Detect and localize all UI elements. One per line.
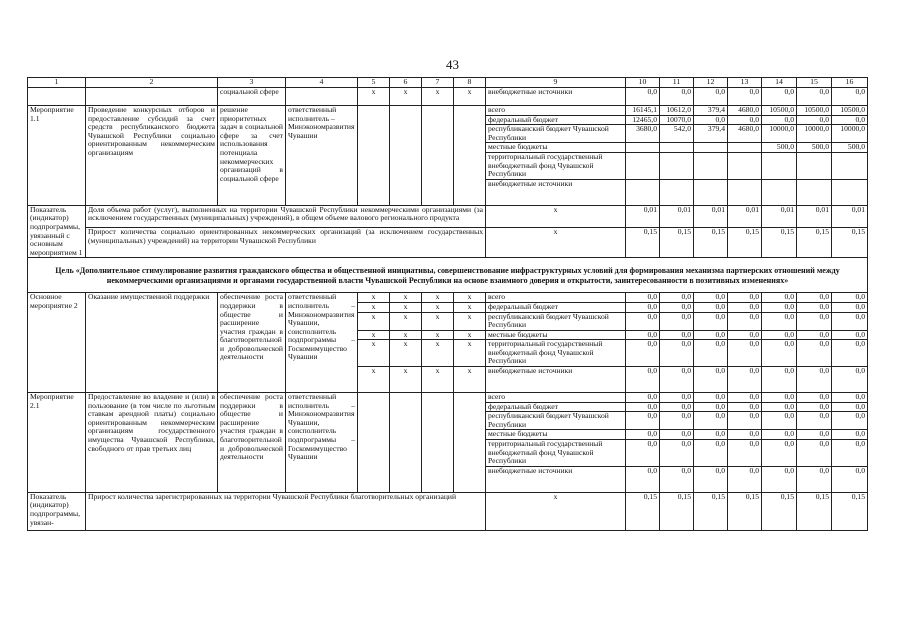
table-row: Мероприятие 1.1 Проведение конкурсных отборов и предоставление субсидий за счет средств республиканского бюджета Чувашской Республики социально ориентированным некоммерческим организациям решение приоритетных задач в социальной сфере за счет использования потенциала некоммерческих организаций в социальной сфере ответственный исполнитель – Минэкономразвития Чувашии всего 16145,1 10612,0 379,4 4680,0 10500,0 10500,0 10500,0 [28, 106, 868, 116]
source-cell: местные бюджеты [486, 330, 626, 340]
source-cell: федеральный бюджет [486, 302, 626, 312]
goal-cell: обеспечение роста поддержки в обществе и расширение участия граждан в благотворительной и добровольческой деятельности [218, 393, 286, 493]
table-row: внебюджетные источники 0,0 0,0 0,0 0,0 0,0 0,0 0,0 [28, 466, 868, 492]
source-cell: федеральный бюджет [486, 115, 626, 125]
col-header: 10 [626, 78, 660, 88]
col-header: 16 [832, 78, 868, 88]
table-row: x x x x местные бюджеты 0,0 0,0 0,0 0,0 0,0 0,0 0,0 [28, 330, 868, 340]
goal-heading: Цель «Дополнительное стимулирование развития гражданского общества и общественной инициативы, совершенствование инфраструктурных условий для формирования механизма партнерских отношений между некоммерческими организациями и органами государственной власти Чувашской Республики на основе взаимного доверия и открытости, заинтересованности в позитивных изменениях» [28, 258, 868, 293]
responsible-cell: ответственный исполнитель – Минэкономразвития Чувашии [286, 106, 358, 206]
col-header: 9 [486, 78, 626, 88]
col-header: 11 [660, 78, 694, 88]
col-header: 1 [28, 78, 86, 88]
indicator-text: Доля объема работ (услуг), выполненных на территории Чувашской Республики некоммерческими организациями (за исключением государственных (муниципальных) учреждений), в общем объеме валового регионального продукта [86, 205, 486, 228]
col-header: 8 [454, 78, 486, 88]
activity-label: Основное мероприятие 2 [28, 293, 86, 393]
page-number: 43 [446, 57, 459, 72]
source-cell: республиканский бюджет Чувашской Республики [486, 125, 626, 143]
col-header: 12 [694, 78, 728, 88]
source-cell: местные бюджеты [486, 430, 626, 440]
responsible-cell: ответственный исполнитель – Минэкономразвития Чувашии, соисполнитель подпрограммы – Госкомимущество Чувашии [286, 293, 358, 393]
source-cell: территориальный государственный внебюджетный фонд Чувашской Республики [486, 440, 626, 467]
source-cell: внебюджетные источники [486, 466, 626, 492]
activity-description: Оказание имущественной поддержки [86, 293, 218, 393]
activity-description: Проведение конкурсных отборов и предоставление субсидий за счет средств республиканского бюджета Чувашской Республики социально ориентированным некоммерческим организациям [86, 106, 218, 206]
col-header: 14 [762, 78, 797, 88]
source-cell: территориальный государственный внебюджетный фонд Чувашской Республики [486, 340, 626, 367]
goal-cell: решение приоритетных задач в социальной сфере за счет использования потенциала некоммерческих организаций в социальной сфере [218, 106, 286, 206]
source-cell: внебюджетные источники [486, 367, 626, 393]
table-row: Мероприятие 2.1 Предоставление во владение и (или) в пользование (в том числе по льготным ставкам арендной платы) социально ориентированным некоммерческим организациям государственного имущества Чувашской Республики, свободного от прав третьих лиц обеспечение роста поддержки в обществе и расширение участия граждан в благотворительной и добровольческой деятельности ответственный исполнитель – Минэкономразвития Чувашии, соисполнитель подпрограммы – Госкомимущество Чувашии всего 0,0 0,0 0,0 0,0 0,0 0,0 0,0 [28, 393, 868, 403]
col-header: 7 [422, 78, 454, 88]
source-cell: республиканский бюджет Чувашской Республики [486, 412, 626, 430]
table-row: местные бюджеты 500,0 500,0 500,0 [28, 143, 868, 153]
activity-label: Мероприятие 1.1 [28, 106, 86, 206]
goal-cell: социальной сфере [218, 88, 286, 106]
table-row: x x x x федеральный бюджет 0,0 0,0 0,0 0,0 0,0 0,0 0,0 [28, 302, 868, 312]
indicator-text: Прирост количества зарегистрированных на территории Чувашской Республики благотворительных организаций [86, 492, 486, 530]
table-row: республиканский бюджет Чувашской Республики 3680,0 542,0 379,4 4680,0 10000,0 10000,0 10000,0 [28, 125, 868, 143]
activity-description: Предоставление во владение и (или) в пользование (в том числе по льготным ставкам арендной платы) социально ориентированным некоммерческим организациям государственного имущества Чувашской Республики, свободного от прав третьих лиц [86, 393, 218, 493]
column-number-row [28, 78, 868, 88]
col-header: 15 [797, 78, 832, 88]
table-row: федеральный бюджет 0,0 0,0 0,0 0,0 0,0 0,0 0,0 [28, 402, 868, 412]
table-row: федеральный бюджет 12465,0 10070,0 0,0 0,0 0,0 0,0 0,0 [28, 115, 868, 125]
table-row: социальной сфере x x x x внебюджетные источники 0,0 0,0 0,0 0,0 0,0 0,0 0,0 [28, 88, 868, 106]
source-cell: территориальный государственный внебюджетный фонд Чувашской Республики [486, 152, 626, 179]
col-header: 2 [86, 78, 218, 88]
source-cell: всего [486, 293, 626, 303]
table-row: x x x x территориальный государственный внебюджетный фонд Чувашской Республики 0,0 0,0 0,0 0,0 0,0 0,0 0,0 [28, 340, 868, 367]
table-row: Прирост количества социально ориентированных некоммерческих организаций (за исключением государственных (муниципальных) учреждений) на территории Чувашской Республики x 0,15 0,15 0,15 0,15 0,15 0,15 0,15 [28, 228, 868, 258]
activity-label: Мероприятие 2.1 [28, 393, 86, 493]
table-row: местные бюджеты 0,0 0,0 0,0 0,0 0,0 0,0 0,0 [28, 430, 868, 440]
source-cell: всего [486, 106, 626, 116]
goal-cell: обеспечение роста поддержки в обществе и расширение участия граждан в благотворительной и добровольческой деятельности [218, 293, 286, 393]
source-cell: местные бюджеты [486, 143, 626, 153]
table-row: x x x x республиканский бюджет Чувашской Республики 0,0 0,0 0,0 0,0 0,0 0,0 0,0 [28, 312, 868, 330]
indicator-text: Прирост количества социально ориентированных некоммерческих организаций (за исключением государственных (муниципальных) учреждений) на территории Чувашской Республики [86, 228, 486, 258]
source-cell: федеральный бюджет [486, 402, 626, 412]
source-cell: внебюджетные источники [486, 88, 626, 106]
source-cell: внебюджетные источники [486, 179, 626, 205]
table-row: республиканский бюджет Чувашской Республики 0,0 0,0 0,0 0,0 0,0 0,0 0,0 [28, 412, 868, 430]
goal-row [28, 258, 868, 293]
table-row: Показатель (индикатор) подпрограммы, увязан- Прирост количества зарегистрированных на территории Чувашской Республики благотворительных организаций x 0,15 0,15 0,15 0,15 0,15 0,15 0,15 [28, 492, 868, 530]
col-header: 5 [358, 78, 390, 88]
table-row: Основное мероприятие 2 Оказание имущественной поддержки обеспечение роста поддержки в обществе и расширение участия граждан в благотворительной и добровольческой деятельности ответственный исполнитель – Минэкономразвития Чувашии, соисполнитель подпрограммы – Госкомимущество Чувашии x x x x всего 0,0 0,0 0,0 0,0 0,0 0,0 0,0 [28, 293, 868, 303]
indicator-label: Показатель (индикатор) подпрограммы, увязан- [28, 492, 86, 530]
table-row: территориальный государственный внебюджетный фонд Чувашской Республики 0,0 0,0 0,0 0,0 0,0 0,0 0,0 [28, 440, 868, 467]
program-table [27, 77, 868, 531]
source-cell: всего [486, 393, 626, 403]
source-cell: республиканский бюджет Чувашской Республики [486, 312, 626, 330]
table-row: x x x x внебюджетные источники 0,0 0,0 0,0 0,0 0,0 0,0 0,0 [28, 367, 868, 393]
col-header: 3 [218, 78, 286, 88]
indicator-label: Показатель (индикатор) подпрограммы, увязанный с основным мероприятием 1 [28, 205, 86, 258]
responsible-cell: ответственный исполнитель – Минэкономразвития Чувашии, соисполнитель подпрограммы – Госкомимущество Чувашии [286, 393, 358, 493]
col-header: 13 [728, 78, 762, 88]
col-header: 4 [286, 78, 358, 88]
table-row: Показатель (индикатор) подпрограммы, увязанный с основным мероприятием 1 Доля объема работ (услуг), выполненных на территории Чувашской Республики некоммерческими организациями (за исключением государственных (муниципальных) учреждений), в общем объеме валового регионального продукта x 0,01 0,01 0,01 0,01 0,01 0,01 0,01 [28, 205, 868, 228]
col-header: 6 [390, 78, 422, 88]
